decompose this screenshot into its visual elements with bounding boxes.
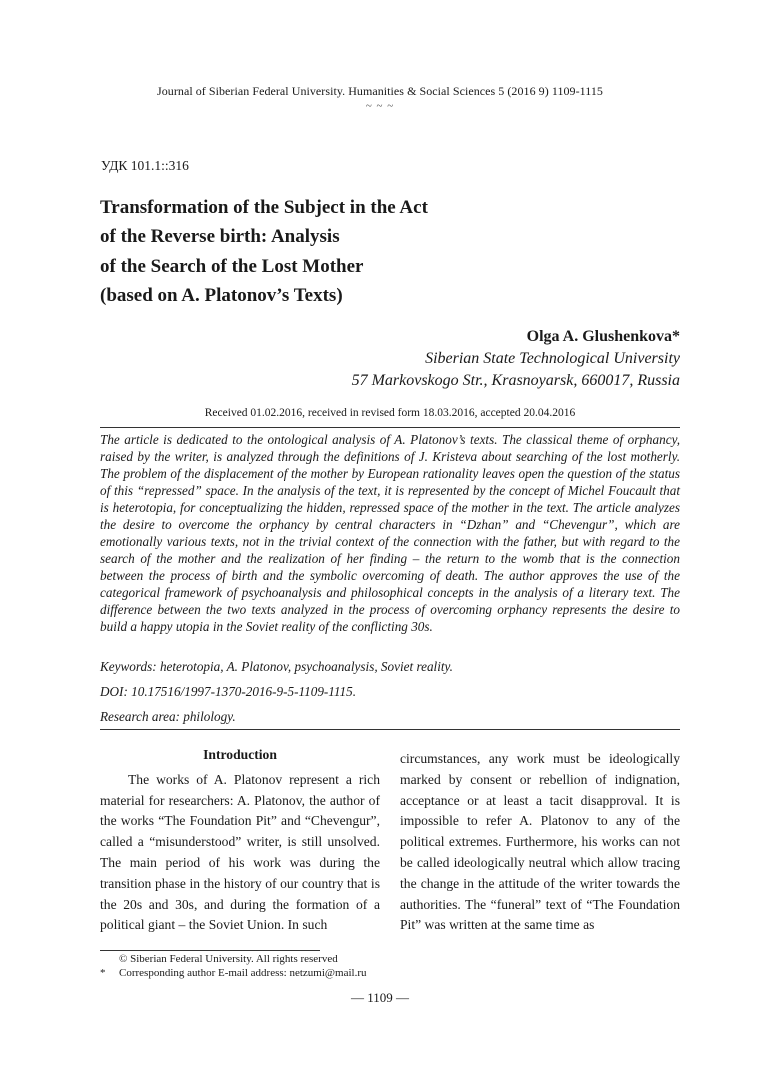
author-name: Olga A. Glushenkova* [526, 328, 680, 345]
author-address: 57 Markovskogo Str., Krasnoyarsk, 660017, Russia [351, 372, 680, 389]
article-title [100, 193, 580, 310]
footnote-copyright: © Siberian Federal University. All rights reserved [119, 953, 338, 965]
footnote-rule [100, 950, 320, 951]
title-line: (based on A. Platonov’s Texts) [100, 284, 343, 306]
title-line: of the Search of the Lost Mother [100, 255, 364, 277]
title-line: of the Reverse birth: Analysis [100, 226, 340, 248]
body-paragraph: circumstances, any work must be ideologically marked by consent or rebellion of indignation, acceptance or at least a tacit disapproval. It is impossible to refer A. Platonov to any of the political extremes. Furthermore, his works can not be called ideologically neutral which allow tracing the change in the attitude of the writer towards the authorities. The “funeral” text of “The Foundation Pit” was written at the same time as [400, 751, 680, 933]
title-line: Transformation of the Subject in the Act [100, 197, 428, 218]
author-affiliation: Siberian State Technological University [425, 350, 680, 367]
footnote-corresponding: Corresponding author E-mail address: netzumi@mail.ru [119, 967, 367, 979]
abstract-top-rule [100, 427, 680, 428]
body-column-left [100, 745, 380, 936]
received-dates: Received 01.02.2016, received in revised form 18.03.2016, accepted 20.04.2016 [204, 407, 576, 419]
udk-code: УДК 101.1::316 [101, 158, 189, 173]
abstract-text: The article is dedicated to the ontological analysis of A. Platonov’s texts. The classical theme of orphancy, raised by the writer, is analyzed through the definitions of J. Kristeva about searching of the lost motherly. The problem of the displacement of the mother by European rationality leaves open the question of the status of this “repressed” space. In the analysis of the text, it is represented by the concept of Michel Foucault that is heterotopia, for conceptualizing the hidden, repressed space of the mother in the text. The article analyzes the desire to overcome the orphancy by central characters in “Dzhan” and “Chevengur”, which are emotionally various texts, not in the trivial context of the connection with the father, but with regard to the search of the mother and the realization of her finding – the return to the womb that is the connection between the process of birth and the symbolic overcoming of death. The author approves the use of the categorical framework of psychoanalysis and philosophical concepts in the analysis of a literary text. The difference between the two texts analyzed in the process of overcoming orphancy represents the desire to build a happy utopia in the Soviet reality of the conflicting 30s. [100, 432, 680, 634]
page-number: — 1109 — [350, 990, 410, 1005]
keywords: Keywords: heterotopia, A. Platonov, psychoanalysis, Soviet reality. [100, 659, 453, 674]
research-area: Research area: philology. [100, 709, 236, 724]
section-heading: Introduction [203, 747, 277, 762]
abstract [100, 431, 680, 635]
footnote-marker: * [100, 967, 106, 979]
header-ornament: ~ ~ ~ [365, 100, 395, 112]
abstract-bottom-rule [100, 729, 680, 730]
body-column-right [400, 749, 680, 936]
body-paragraph: The works of A. Platonov represent a rich material for researchers: A. Platonov, the author of the works “The Foundation Pit” and “Chevengur”, called a “misunderstood” writer, is still unsolved. The main period of his work was during the transition phase in the history of our country that is the 20s and 30s, and during the formation of a political giant – the Soviet Union. In such [100, 771, 380, 933]
author-block [352, 326, 680, 392]
journal-header: Journal of Siberian Federal University. Humanities & Social Sciences 5 (2016 9) 1109-1115 [157, 84, 603, 98]
doi: DOI: 10.17516/1997-1370-2016-9-5-1109-1115. [100, 684, 357, 699]
